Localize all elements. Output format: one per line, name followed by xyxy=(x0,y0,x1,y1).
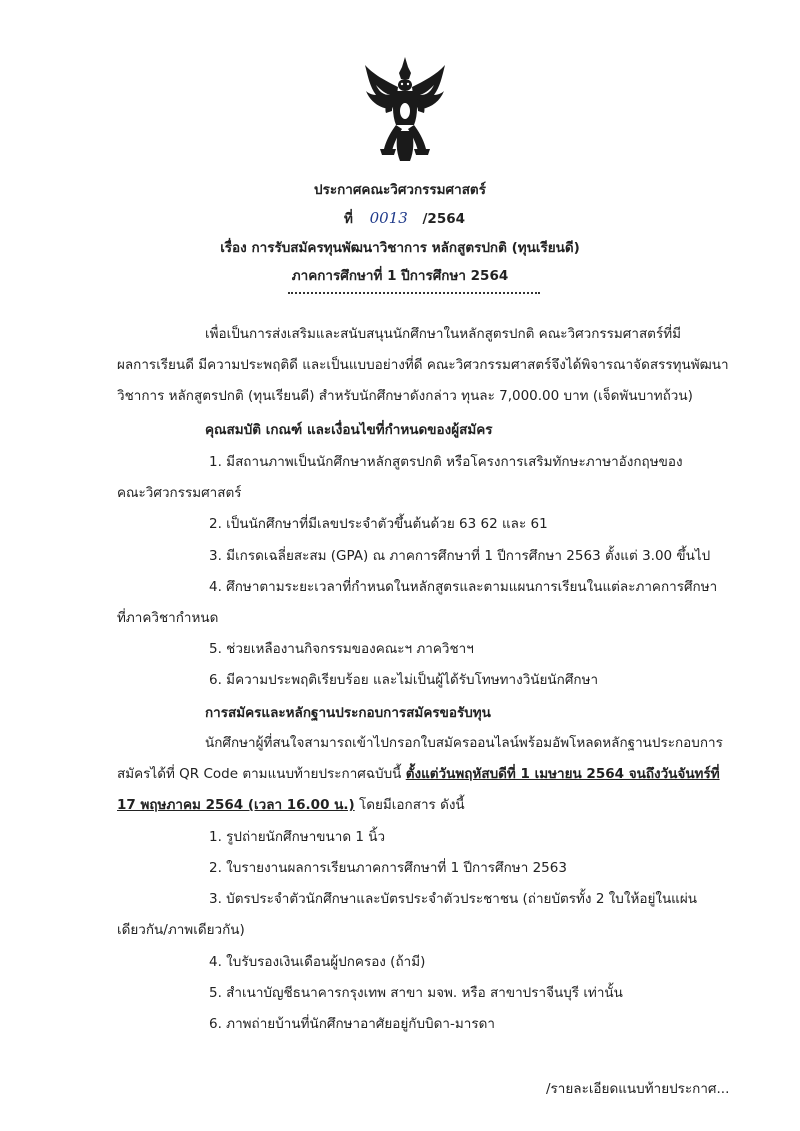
document-term: ภาคการศึกษาที่ 1 ปีการศึกษา 2564 xyxy=(291,268,509,284)
qualification-item-2: 2. เป็นนักศึกษาที่มีเลขประจำตัวขึ้นต้นด้วย 63 62 และ 61 xyxy=(209,516,548,532)
document-item-5: 5. สำเนาบัญชีธนาคารกรุงเทพ สาขา มจพ. หรือ สาขาปราจีนบุรี เท่านั้น xyxy=(209,985,623,1001)
document-item-1: 1. รูปถ่ายนักศึกษาขนาด 1 นิ้ว xyxy=(209,829,386,845)
handwritten-number: 0013 xyxy=(369,209,408,227)
document-title: ประกาศคณะวิศวกรรมศาสตร์ xyxy=(314,182,486,198)
qualification-item-1-cont: คณะวิศวกรรมศาสตร์ xyxy=(117,485,242,501)
document-item-3-cont: เดียวกัน/ภาพเดียวกัน) xyxy=(117,922,245,938)
application-start-date: ตั้งแต่วันพฤหัสบดีที่ 1 เมษายน 2564 จนถึงวันจันทร์ที่ xyxy=(405,766,720,782)
dotted-divider xyxy=(288,292,540,294)
application-line-3 xyxy=(117,793,465,815)
qualification-item-3: 3. มีเกรดเฉลี่ยสะสม (GPA) ณ ภาคการศึกษาที่ 1 ปีการศึกษา 2563 ตั้งแต่ 3.00 ขึ้นไป xyxy=(209,548,711,564)
qualification-item-6: 6. มีความประพฤติเรียบร้อย และไม่เป็นผู้ได้รับโทษทางวินัยนักศึกษา xyxy=(209,672,599,688)
application-line-3-text: โดยมีเอกสาร ดังนี้ xyxy=(358,797,465,813)
document-item-2: 2. ใบรายงานผลการเรียนภาคการศึกษาที่ 1 ปีการศึกษา 2563 xyxy=(209,860,567,876)
document-item-6: 6. ภาพถ่ายบ้านที่นักศึกษาอาศัยอยู่กับบิดา-มารดา xyxy=(209,1016,495,1032)
document-item-3: 3. บัตรประจำตัวนักศึกษาและบัตรประจำตัวประชาชน (ถ่ายบัตรทั้ง 2 ใบให้อยู่ในแผ่น xyxy=(209,891,698,907)
document-subject: เรื่อง การรับสมัครทุนพัฒนาวิชาการ หลักสูตรปกติ (ทุนเรียนดี) xyxy=(220,240,580,256)
intro-line-3: วิชาการ หลักสูตรปกติ (ทุนเรียนดี) สำหรับนักศึกษาดังกล่าว ทุนละ 7,000.00 บาท (เจ็ดพันบาทถ้วน) xyxy=(117,388,693,404)
qualification-item-4: 4. ศึกษาตามระยะเวลาที่กำหนดในหลักสูตรและตามแผนการเรียนในแต่ละภาคการศึกษา xyxy=(209,579,718,595)
document-item-4: 4. ใบรับรองเงินเดือนผู้ปกครอง (ถ้ามี) xyxy=(209,954,426,970)
number-prefix: ที่ xyxy=(344,211,353,227)
application-line-2-text: สมัครได้ที่ QR Code ตามแนบท้ายประกาศฉบับนี้ xyxy=(117,766,402,782)
intro-line-1: เพื่อเป็นการส่งเสริมและสนับสนุนนักศึกษาในหลักสูตรปกติ คณะวิศวกรรมศาสตร์ที่มี xyxy=(205,326,682,342)
application-line-1: นักศึกษาผู้ที่สนใจสามารถเข้าไปกรอกใบสมัครออนไลน์พร้อมอัพโหลดหลักฐานประกอบการ xyxy=(205,735,723,751)
qualification-item-4-cont: ที่ภาควิชากำหนด xyxy=(117,610,219,626)
qualification-item-1: 1. มีสถานภาพเป็นนักศึกษาหลักสูตรปกติ หรือโครงการเสริมทักษะภาษาอังกฤษของ xyxy=(209,454,683,470)
application-end-date: 17 พฤษภาคม 2564 (เวลา 16.00 น.) xyxy=(117,797,355,813)
qualification-item-5: 5. ช่วยเหลืองานกิจกรรมของคณะฯ ภาควิชาฯ xyxy=(209,641,474,657)
garuda-emblem-icon xyxy=(362,55,448,163)
number-year: /2564 xyxy=(422,211,466,227)
qualifications-heading: คุณสมบัติ เกณฑ์ และเงื่อนไขที่กำหนดของผู้สมัคร xyxy=(205,422,493,438)
application-heading: การสมัครและหลักฐานประกอบการสมัครขอรับทุน xyxy=(205,705,491,721)
continued-note: /รายละเอียดแนบท้ายประกาศ... xyxy=(546,1081,730,1097)
intro-line-2: ผลการเรียนดี มีความประพฤติดี และเป็นแบบอย่างที่ดี คณะวิศวกรรมศาสตร์จึงได้พิจารณาจัดสรรทุนพัฒนา xyxy=(117,357,729,373)
application-line-2 xyxy=(117,762,720,784)
document-number xyxy=(344,207,465,229)
